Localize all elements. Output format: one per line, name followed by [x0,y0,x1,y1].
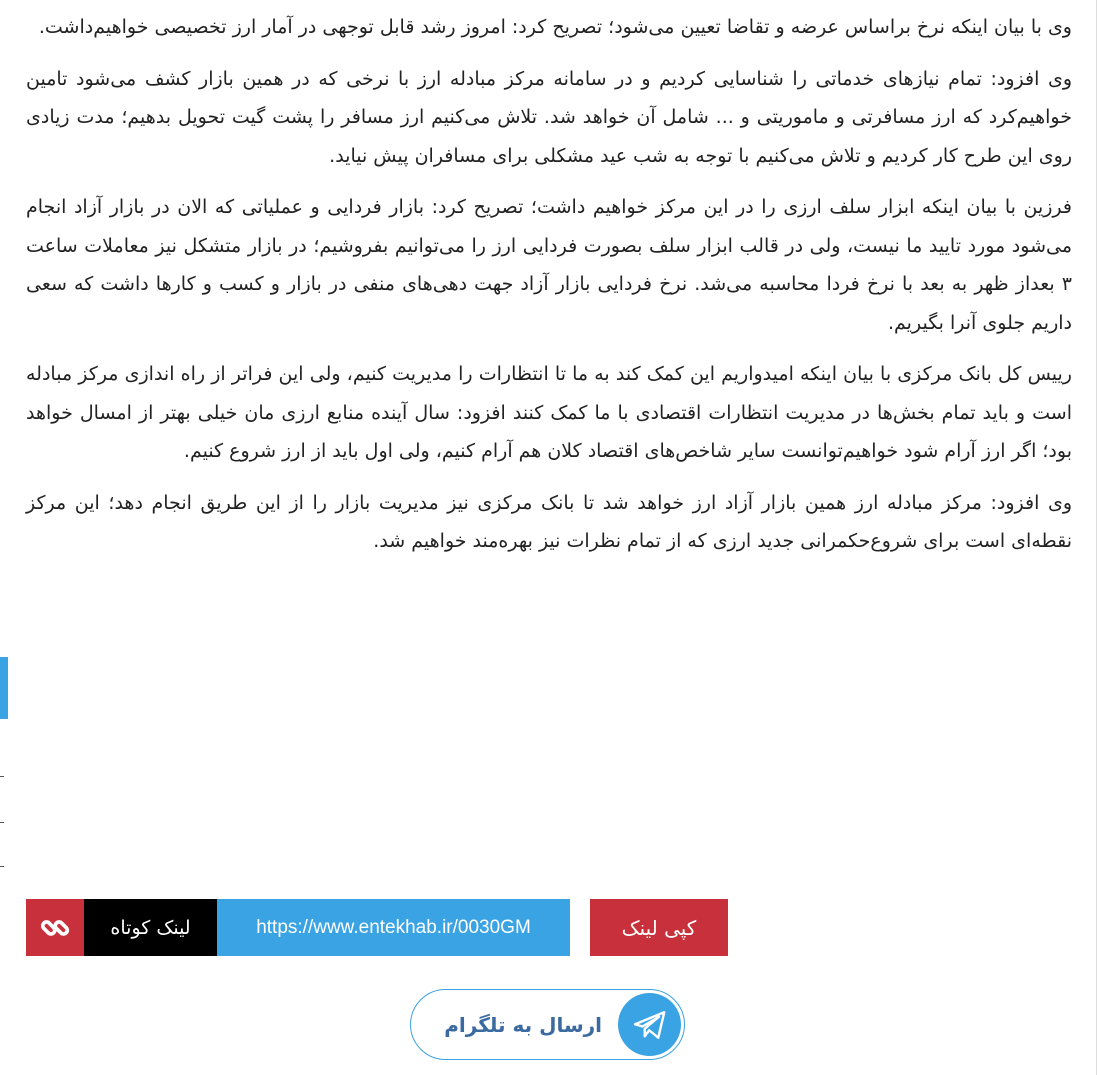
short-link-label: لینک کوتاه [84,899,217,956]
link-chain-icon [40,913,70,943]
article-paragraph: وی افزود: مرکز مبادله ارز همین بازار آزاد ارز خواهد شد تا بانک مرکزی نیز مدیریت بازار را از این طریق انجام دهد؛ این مرکز نقطه‌ای است برای شروع‌حکمرانی جدید ارزی که از تمام نظرات نیز بهره‌مند خواهیم شد. [26,491,1072,552]
article-paragraph: وی با بیان اینکه نرخ براساس عرضه و تقاضا تعیین می‌شود؛ تصریح کرد: امروز رشد قابل توجهی در آمار ارز تخصیصی خواهیم‌داشت. [38,16,1072,38]
short-link-bar [26,899,728,956]
paper-plane-icon [632,1007,668,1043]
article-paragraph: وی افزود: تمام نیازهای خدماتی را شناسایی کردیم و در سامانه مرکز مبادله ارز با نرخی که در همین بازار کشف می‌شود تامین خواهیم‌کرد که ارز مسافرتی و ماموریتی و ... شامل آن خواهد شد. تلاش می‌کنیم ارز مسافر را پشت گیت تحویل بدهیم؛ مدت زیادی روی این طرح کار کردیم و تلاش می‌کنیم با توجه به شب عید مشکلی برای مسافران پیش نیاید. [26,67,1072,167]
copy-link-button[interactable]: کپی لینک [590,899,728,956]
article-paragraph: فرزین با بیان اینکه ابزار سلف ارزی را در این مرکز خواهیم داشت؛ تصریح کرد: بازار فردایی و عملیاتی که الان در بازار آزاد انجام می‌شود مورد تایید ما نیست، ولی در قالب ابزار سلف بصورت فردایی ارز را می‌توانیم بفروشیم؛ در بازار متشکل نیز معاملات ساعت ۳ بعداز ظهر به بعد با نرخ فردا محاسبه می‌شد. نرخ فردایی بازار آزاد جهت دهی‌های منفی در بازار و کسب و کارها داشت که سعی داریم جلوی آنرا بگیریم. [26,196,1072,334]
left-edge-tick [0,866,4,867]
left-edge-indicator [0,657,8,719]
link-chain-icon [26,899,84,956]
telegram-share-label: ارسال به تلگرام [444,1012,602,1037]
article-body [26,8,1072,574]
short-url-field[interactable]: https://www.entekhab.ir/0030GM [217,899,570,956]
left-edge-tick [0,776,4,777]
left-edge-tick [0,822,4,823]
article-paragraph: رییس کل بانک مرکزی با بیان اینکه امیدواریم این کمک کند به ما تا انتظارات را مدیریت کنیم، ولی این فراتر از راه اندازی مرکز مبادله است و باید تمام بخش‌ها در مدیریت انتظارات اقتصادی با ما کمک کنند افزود: سال آینده منابع ارزی مان خیلی بهتر از امسال خواهد بود؛ اگر ارز آرام شود خواهیم‌توانست سایر شاخص‌های اقتصاد کلان هم آرام کنیم، ولی اول باید از ارز شروع کنیم. [26,363,1072,462]
telegram-icon [618,993,681,1056]
telegram-share-button[interactable] [410,989,685,1060]
